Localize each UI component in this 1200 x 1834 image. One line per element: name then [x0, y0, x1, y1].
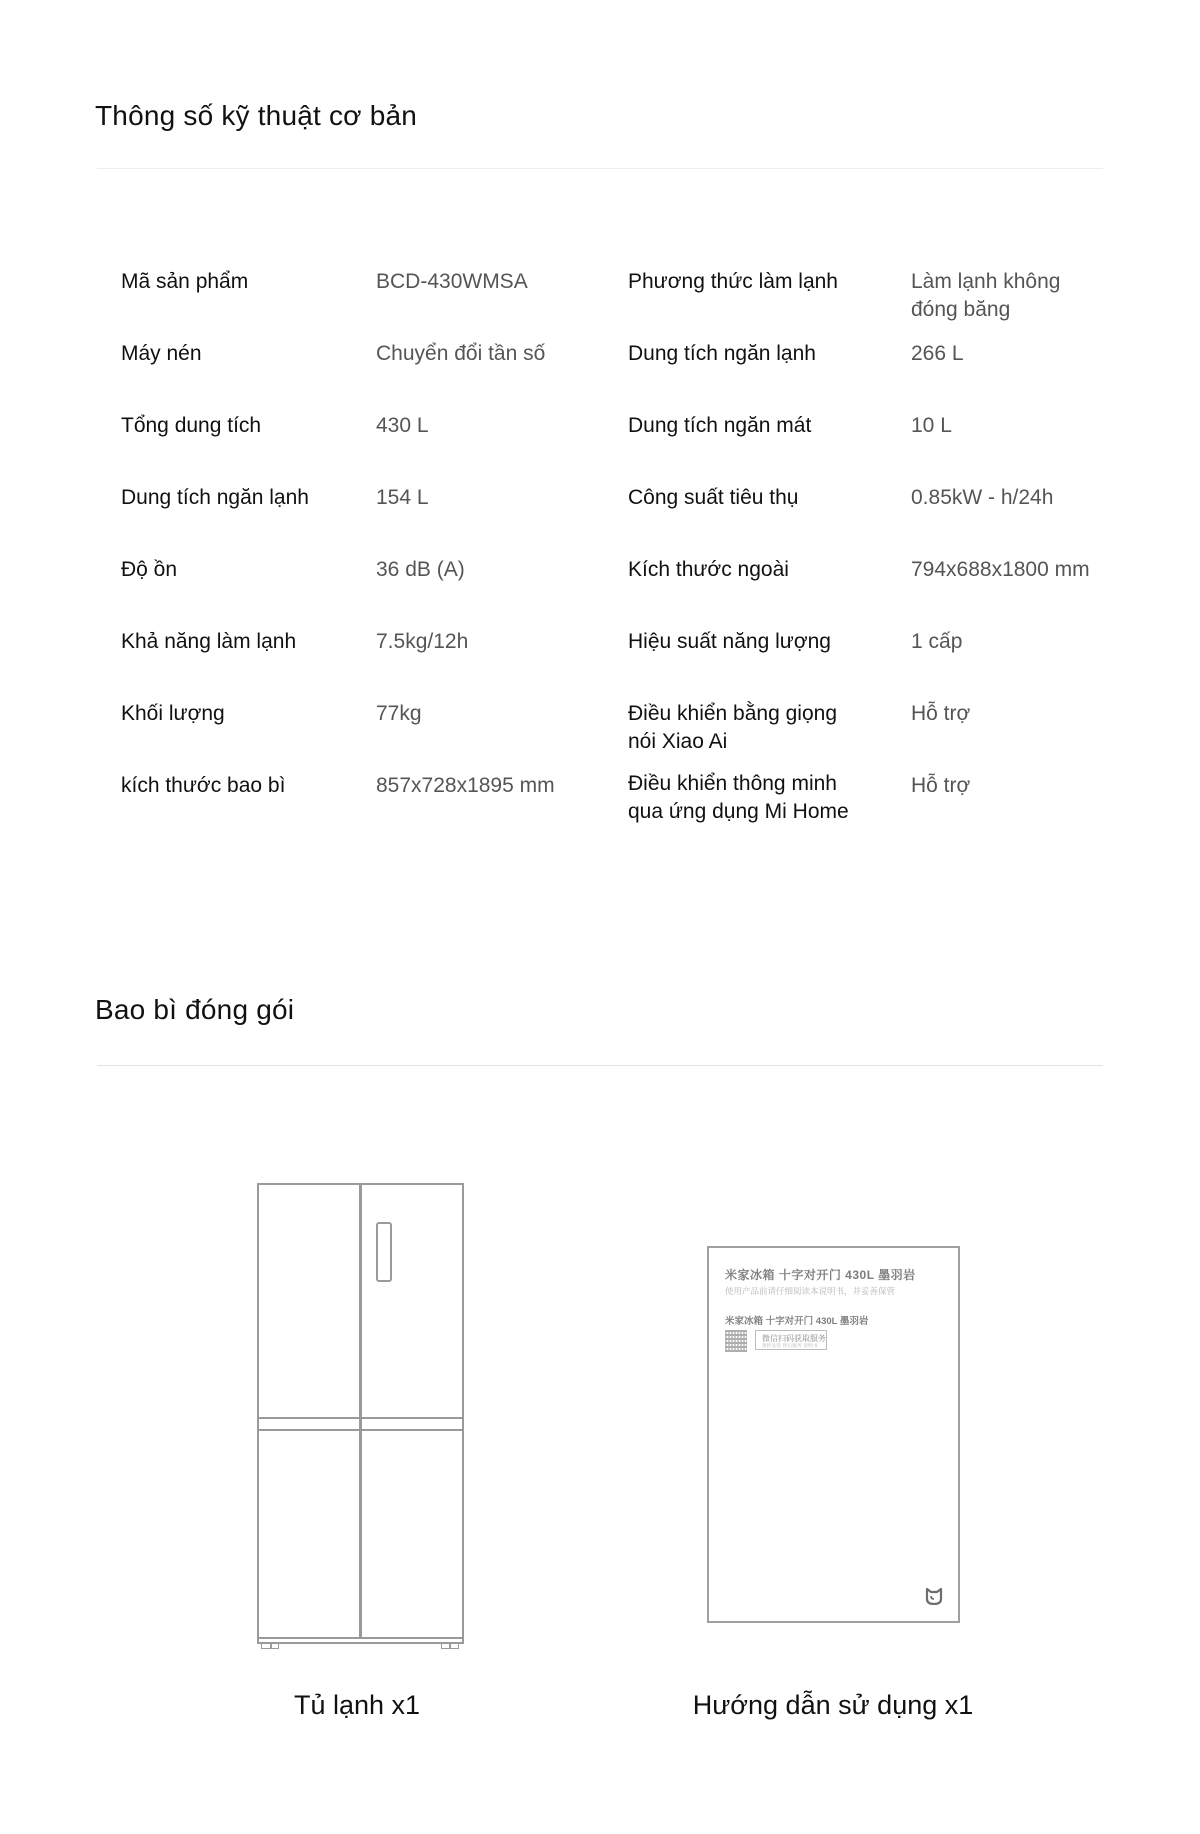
spec-value-line-1: Làm lạnh không	[911, 270, 1061, 293]
spec-value: 0.85kW - h/24h	[911, 486, 1054, 509]
manual-illustration-icon	[707, 1246, 960, 1623]
spec-value: 36 dB (A)	[376, 558, 465, 581]
spec-label: Phương thức làm lạnh	[628, 270, 838, 293]
spec-label: Kích thước ngoài	[628, 558, 789, 581]
fridge-bottom-right-door	[360, 1429, 464, 1639]
spec-value: Hỗ trợ	[911, 702, 971, 725]
fridge-foot	[441, 1644, 450, 1649]
qr-box-subtitle: 预约安装 售后服务 说明书	[762, 1343, 818, 1348]
spec-label: Dung tích ngăn lạnh	[121, 486, 309, 509]
manual-subtitle: 使用产品前请仔细阅读本说明书，并妥善保管	[725, 1286, 896, 1296]
spec-label: Khả năng làm lạnh	[121, 630, 297, 653]
specs-section-title: Thông số kỹ thuật cơ bản	[95, 100, 418, 131]
manual-title-small: 米家冰箱 十字对开门 430L 墨羽岩	[725, 1316, 869, 1327]
spec-label: Độ ồn	[121, 558, 178, 581]
package-item-caption: Hướng dẫn sử dụng x1	[692, 1690, 974, 1720]
qr-service-box	[755, 1330, 827, 1350]
spec-label: Mã sản phẩm	[121, 270, 249, 293]
spec-label-line-2: nói Xiao Ai	[628, 730, 728, 753]
spec-value-line-2: đóng băng	[911, 298, 1011, 321]
fridge-foot	[271, 1644, 279, 1649]
fridge-display-panel	[376, 1222, 392, 1282]
mijia-logo-icon	[925, 1588, 943, 1605]
fridge-top-left-door	[257, 1183, 361, 1419]
spec-label-line-1: Điều khiển bằng giọng	[628, 702, 837, 725]
spec-label: Máy nén	[121, 342, 202, 365]
fridge-bottom-left-door	[257, 1429, 361, 1639]
spec-value: 430 L	[376, 414, 429, 437]
spec-label: Khối lượng	[121, 702, 225, 725]
qr-box-title: 微信扫码获取服务	[762, 1334, 826, 1343]
package-section-title: Bao bì đóng gói	[95, 994, 295, 1025]
spec-value: 1 cấp	[911, 630, 963, 653]
spec-label: Dung tích ngăn mát	[628, 414, 812, 437]
specs-divider	[97, 168, 1103, 169]
spec-value: 266 L	[911, 342, 964, 365]
spec-value: 857x728x1895 mm	[376, 774, 555, 797]
spec-value: Chuyển đổi tần số	[376, 342, 546, 365]
fridge-top-right-door	[360, 1183, 464, 1419]
fridge-foot	[261, 1644, 271, 1649]
fridge-base	[257, 1638, 464, 1644]
package-item-caption: Tủ lạnh x1	[293, 1690, 421, 1720]
spec-value: 794x688x1800 mm	[911, 558, 1090, 581]
spec-value: 77kg	[376, 702, 422, 725]
spec-value: 7.5kg/12h	[376, 630, 469, 653]
spec-value: BCD-430WMSA	[376, 270, 528, 293]
spec-label: Dung tích ngăn lạnh	[628, 342, 816, 365]
spec-label: kích thước bao bì	[121, 774, 286, 797]
spec-value: 10 L	[911, 414, 952, 437]
package-divider	[97, 1065, 1103, 1066]
spec-label-line-1: Điều khiển thông minh	[628, 772, 837, 795]
fridge-foot	[450, 1644, 459, 1649]
qr-code-icon	[725, 1330, 747, 1352]
spec-value: 154 L	[376, 486, 429, 509]
spec-label: Hiệu suất năng lượng	[628, 630, 831, 653]
spec-label: Công suất tiêu thụ	[628, 486, 799, 509]
spec-value: Hỗ trợ	[911, 774, 971, 797]
spec-label: Tổng dung tích	[121, 414, 262, 437]
manual-title: 米家冰箱 十字对开门 430L 墨羽岩	[725, 1268, 916, 1282]
spec-label-line-2: qua ứng dụng Mi Home	[628, 800, 849, 823]
refrigerator-illustration-icon	[257, 1183, 464, 1651]
